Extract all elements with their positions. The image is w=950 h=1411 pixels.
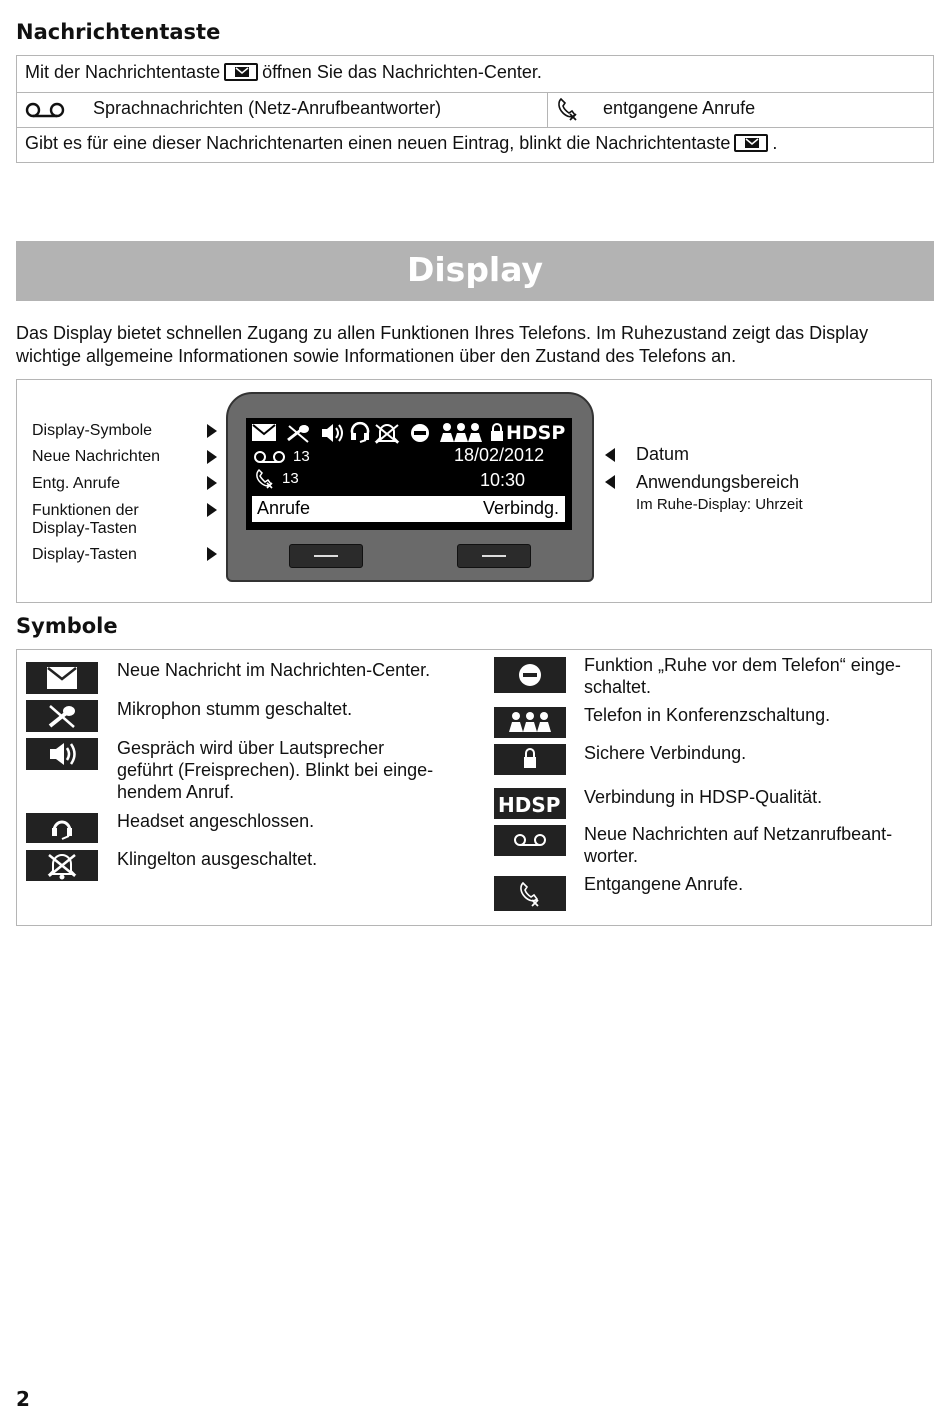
pointer-arrow-left (605, 448, 615, 462)
symbol-desc-missed-calls (584, 873, 929, 895)
headset-icon (26, 813, 98, 843)
symbol-desc-speaker (117, 737, 477, 803)
symbol-desc-conference (584, 704, 929, 726)
section-heading-symbole: Symbole (16, 614, 118, 638)
symbol-desc-headset: Headset angeschlossen. (117, 811, 315, 831)
screen-missed-call-icon (254, 468, 278, 490)
symbol-desc-envelope: Neue Nachricht im Nachrichten-Center. (117, 660, 431, 680)
hdsp-icon-text: HDSP (498, 793, 561, 817)
mic-muted-icon (26, 700, 98, 732)
screen-date: 18/02/2012 (454, 445, 545, 465)
column-divider (547, 92, 548, 127)
pointer-arrow-right (207, 503, 217, 517)
phone-screen (246, 418, 572, 530)
display-intro: Das Display bietet schnellen Zugang zu allen Funktionen Ihres Telefons. Im Ruhezustand zeigt das Display wichtige allgemeine Informationen sowie Informationen über den Zustand des Telefons an. (16, 323, 869, 366)
pointer-arrow-right (207, 450, 217, 464)
symbol-desc-hdsp (584, 786, 929, 808)
screen-missed-count: 13 (282, 470, 299, 487)
row3-prefix-text: Gibt es für eine dieser Nachrichtenarten einen neuen Eintrag, blinkt die Nachrichtentaste (25, 133, 731, 153)
message-key-table (16, 55, 934, 163)
label-date: Datum (636, 444, 690, 464)
desc-line: Neue Nachrichten auf Netzanrufbeant- (584, 824, 893, 844)
conference-icon (494, 707, 566, 738)
desc-line: Entgangene Anrufe. (584, 874, 744, 894)
desc-line: Gespräch wird über Lautsprecher (117, 738, 385, 758)
hdsp-icon (494, 788, 566, 819)
desc-line: Sichere Verbindung. (584, 743, 747, 763)
desc-line: geführt (Freisprechen). Blinkt bei einge- (117, 760, 434, 780)
symbol-desc-do-not-disturb (584, 654, 929, 698)
screen-voicemail-count: 13 (293, 448, 310, 465)
speaker-icon (26, 738, 98, 770)
pointer-arrow-right (207, 476, 217, 490)
pointer-arrow-right (207, 547, 217, 561)
table-row (17, 127, 933, 163)
screen-softkey-bar (252, 496, 565, 522)
row1-suffix-text: öffnen Sie das Nachrichten-Center. (262, 62, 542, 82)
label-functions-line1: Funktionen der (32, 502, 139, 519)
desc-line: schaltet. (584, 677, 652, 697)
voicemail-label: Sprachnachrichten (Netz-Anrufbeantworter) (93, 98, 442, 118)
desc-line: Verbindung in HDSP-Qualität. (584, 787, 823, 807)
pointer-arrow-right (207, 424, 217, 438)
screen-time: 10:30 (480, 470, 526, 490)
softkey-label-left: Anrufe (257, 498, 311, 518)
label-functions-line2: Display-Tasten (32, 520, 137, 537)
desc-line: Telefon in Konferenzschaltung. (584, 705, 831, 725)
desc-line: hendem Anruf. (117, 782, 235, 802)
label-app-area: Anwendungsbereich (636, 472, 800, 492)
symbol-desc-lock (584, 742, 929, 764)
desc-line: Funktion „Ruhe vor dem Telefon“ einge- (584, 655, 901, 675)
screen-voicemail-icon (254, 450, 286, 464)
row3-suffix-text: . (772, 133, 778, 153)
row1-prefix-text: Mit der Nachrichtentaste (25, 62, 221, 82)
voicemail-icon (494, 825, 566, 856)
message-key-icon (224, 63, 258, 81)
envelope-icon (26, 662, 98, 694)
symbol-desc-mic-muted: Mikrophon stumm geschaltet. (117, 699, 353, 719)
voicemail-icon (25, 102, 65, 118)
message-key-icon (734, 134, 768, 152)
missed-call-icon (555, 96, 583, 122)
softkey-label-right: Verbindg. (482, 498, 559, 518)
label-display-symbols: Display-Symbole (32, 422, 153, 439)
pointer-arrow-left (605, 475, 615, 489)
table-row (17, 92, 933, 128)
hdsp-logo-text: HDSP (506, 422, 566, 444)
label-display-keys: Display-Tasten (32, 546, 137, 563)
bell-off-icon (26, 850, 98, 881)
missed-call-icon (494, 876, 566, 911)
right-display-key[interactable] (457, 544, 531, 568)
desc-line: worter. (584, 846, 639, 866)
status-icons-row (250, 420, 572, 444)
missed-calls-label: entgangene Anrufe (603, 98, 756, 118)
lock-icon (494, 744, 566, 775)
symbol-desc-bell-off: Klingelton ausgeschaltet. (117, 849, 318, 869)
page-number: 2 (16, 1387, 30, 1411)
label-missed-calls: Entg. Anrufe (32, 475, 121, 492)
section-heading-nachrichtentaste: Nachrichtentaste (16, 20, 221, 44)
table-row (17, 56, 933, 93)
label-idle-note: Im Ruhe-Display: Uhrzeit (636, 496, 803, 513)
symbol-desc-voicemail (584, 823, 929, 867)
do-not-disturb-icon (494, 657, 566, 693)
left-display-key[interactable] (289, 544, 363, 568)
label-new-messages: Neue Nachrichten (32, 448, 161, 465)
display-banner: Display (16, 241, 934, 301)
